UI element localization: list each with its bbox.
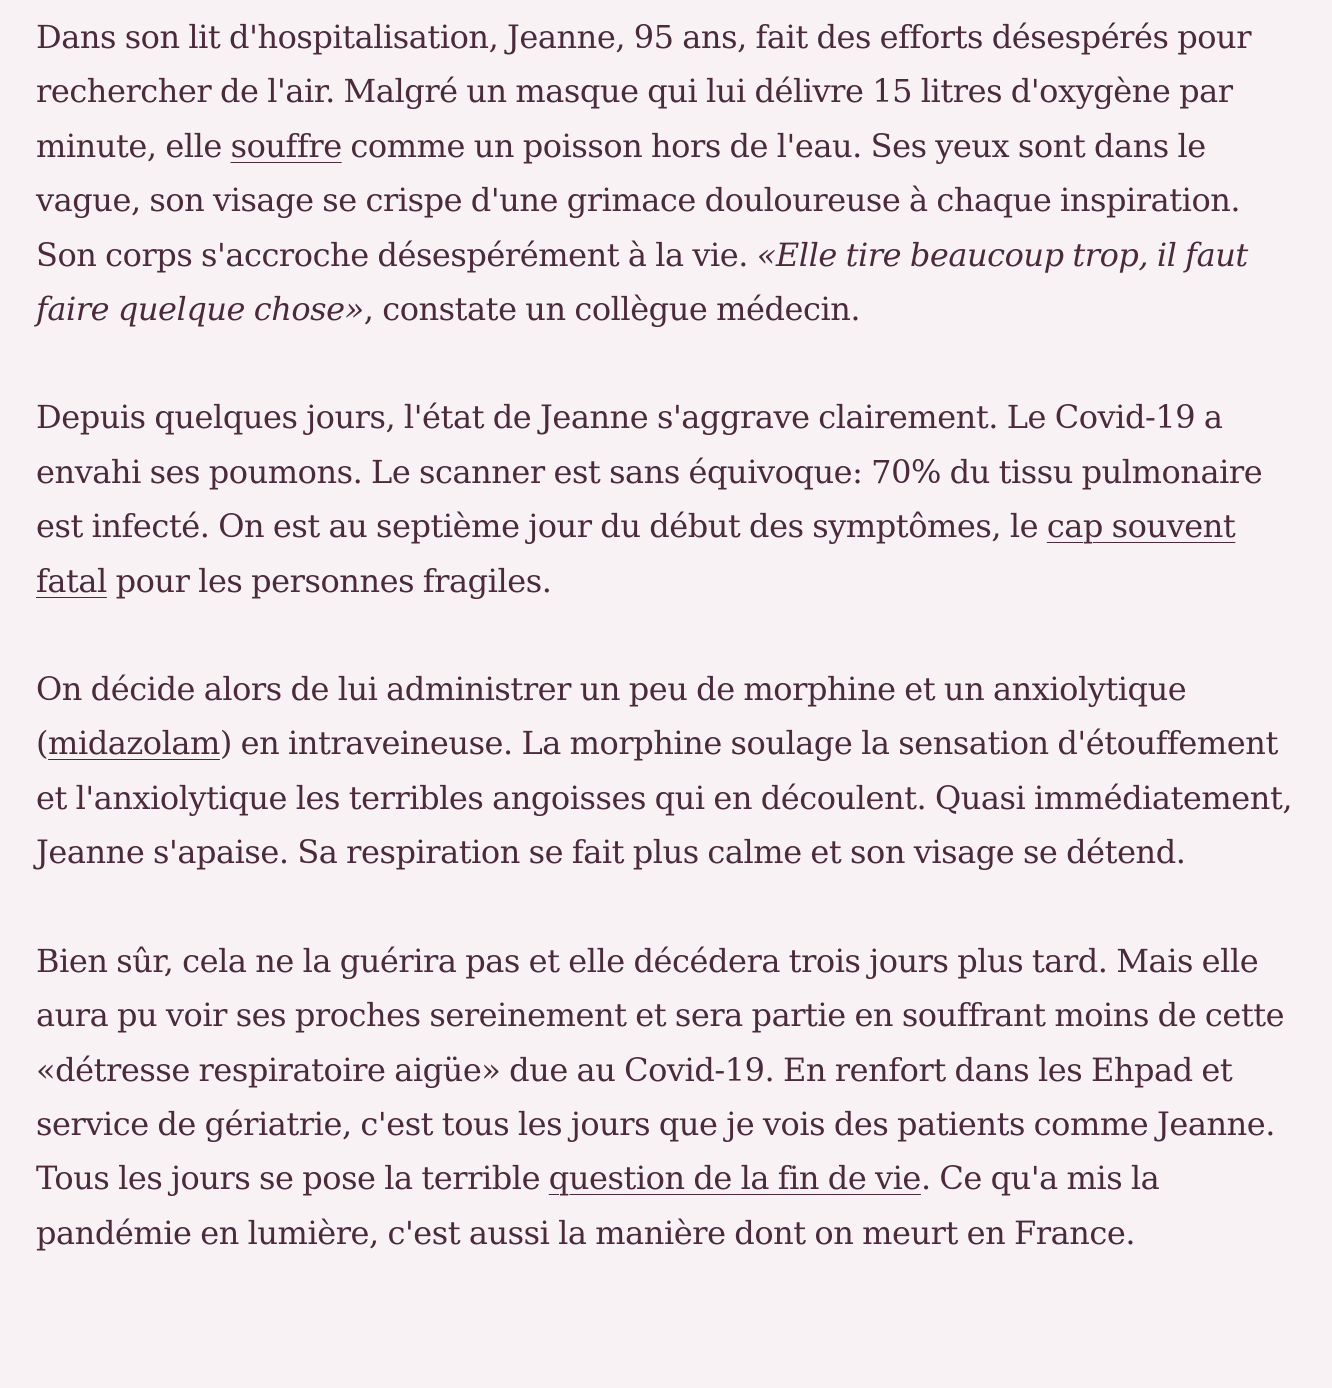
paragraph-text: On décide alors de lui administrer un peu de morphine et un anxiolytique ( [36,670,1187,763]
paragraph-text: ) en intraveineuse. La morphine soulage la sensation d'étouffement et l'anxiolytique les terribles angoisses qui en découlent. Quasi immédiatement, Jeanne s'apaise. Sa respiration se fait plus calme et son visage se détend. [36,724,1293,872]
paragraph-text: Bien sûr, cela ne la guérira pas et elle décédera trois jours plus tard. Mais elle aura pu voir ses proches sereinement et sera partie en souffrant moins de cette «détresse respiratoire aigüe» due au Covid-19. En renfort dans les Ehpad et service de gériatrie, c'est tous les jours que je vois des patients comme Jeanne. Tous les jours se pose la terrible [36,941,1285,1198]
link-midazolam[interactable]: midazolam [48,724,220,763]
link-cap-souvent-fatal[interactable]: cap souvent fatal [36,507,1236,600]
paragraph-text: comme un poisson hors de l'eau. Ses yeux sont dans le vague, son visage se crispe d'une grimace douloureuse à chaque inspiration. Son corps s'accroche désespérément à la vie. [36,126,1241,274]
paragraph-text: Depuis quelques jours, l'état de Jeanne s'aggrave clairement. Le Covid-19 a envahi ses poumons. Le scanner est sans équivoque: 70% du tissu pulmonaire est infecté. On est au septième jour du début des symptômes, le [36,398,1263,546]
paragraph-1 [36,10,1302,336]
link-question-fin-de-vie[interactable]: question de la fin de vie [548,1159,921,1198]
paragraph-text: , constate un collègue médecin. [363,290,861,329]
link-souffre[interactable]: souffre [230,126,342,165]
paragraph-3 [36,662,1302,880]
quote-colleague: «Elle tire beaucoup trop, il faut faire quelque chose» [36,235,1248,329]
paragraph-text: Dans son lit d'hospitalisation, Jeanne, 95 ans, fait des efforts désespérés pour rechercher de l'air. Malgré un masque qui lui délivre 15 litres d'oxygène par minute, elle [36,18,1252,165]
paragraph-2 [36,390,1302,608]
paragraph-text: . Ce qu'a mis la pandémie en lumière, c'est aussi la manière dont on meurt en France. [36,1159,1160,1252]
paragraph-text: pour les personnes fragiles. [106,561,552,600]
paragraph-4 [36,934,1302,1260]
